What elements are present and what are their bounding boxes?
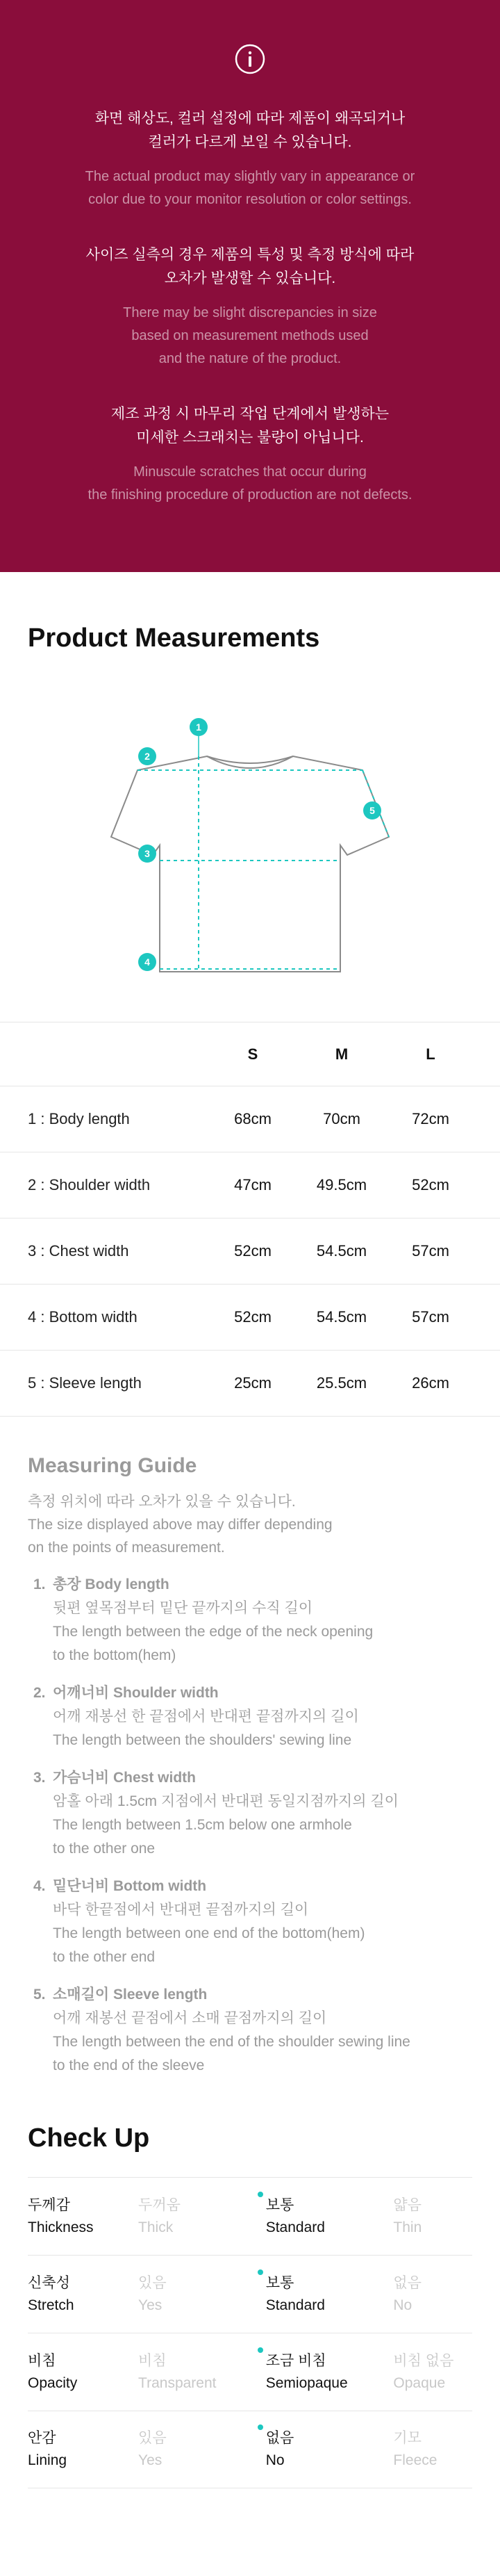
size-m-header: M xyxy=(335,1045,349,1063)
value-m: 25.5cm xyxy=(316,1374,367,1392)
marker-1 xyxy=(190,718,208,736)
option-ko: 없음 xyxy=(265,2430,294,2446)
value-l: 72cm xyxy=(412,1110,449,1127)
row-label-ko: 비침 xyxy=(28,2352,56,2369)
notice-banner xyxy=(0,0,500,572)
guide-head: 밑단너비 Bottom width xyxy=(53,1878,207,1894)
notice-ko: 제조 과정 시 마무리 작업 단계에서 발생하는 미세한 스크래치는 불량이 아닙니다. xyxy=(110,406,390,446)
guide-num: 2. xyxy=(33,1685,46,1701)
guide-en: The length between 1.5cm below one armhole to the other one xyxy=(53,1817,352,1857)
option-ko: 비침 xyxy=(138,2352,167,2369)
row-label-en: Stretch xyxy=(28,2297,74,2313)
selected-dot-icon xyxy=(258,2192,263,2197)
guide-num: 5. xyxy=(33,1987,46,2003)
option xyxy=(393,2350,472,2395)
marker-2 xyxy=(138,747,156,765)
option-en: No xyxy=(265,2452,285,2468)
table-row xyxy=(0,1351,500,1417)
option-en: Thick xyxy=(138,2219,174,2235)
table-row xyxy=(0,1218,500,1285)
guide-list xyxy=(0,1573,500,2078)
guide-en: The length between the shoulders' sewing line xyxy=(53,1732,352,1748)
row-label-ko: 두께감 xyxy=(28,2196,70,2213)
row-label-en: Lining xyxy=(28,2452,67,2468)
svg-text:3: 3 xyxy=(144,848,150,859)
tshirt-diagram xyxy=(0,681,500,1008)
table-row xyxy=(0,1285,500,1351)
option-ko: 보통 xyxy=(265,2196,294,2213)
notice-en: The actual product may slightly vary in appearance or color due to your monitor resolution or color settings. xyxy=(85,169,415,207)
option-en: Yes xyxy=(138,2452,162,2468)
guide-head: 총장 Body length xyxy=(53,1576,169,1592)
guide-en: The length between one end of the bottom(hem) to the other end xyxy=(53,1925,365,1965)
checkup-row-stretch xyxy=(28,2255,472,2333)
value-s: 52cm xyxy=(234,1242,272,1260)
option-ko: 두꺼움 xyxy=(138,2196,181,2213)
option-ko: 없음 xyxy=(393,2274,422,2291)
option-ko: 기모 xyxy=(393,2430,422,2446)
list-item xyxy=(33,1875,479,1969)
option-ko: 조금 비침 xyxy=(265,2352,326,2369)
checkup-row-lining xyxy=(28,2411,472,2488)
marker-5 xyxy=(363,801,381,820)
value-l: 52cm xyxy=(412,1176,449,1193)
guide-head: 가슴너비 Chest width xyxy=(53,1770,196,1786)
selected-dot-icon xyxy=(258,2269,263,2275)
option-selected xyxy=(266,2272,394,2317)
notice-en: There may be slight discrepancies in size based on measurement methods used and the nature of the product. xyxy=(123,305,377,366)
notice-block-resolution xyxy=(0,107,500,211)
row-label: 4 : Bottom width xyxy=(28,1308,138,1326)
row-label: 5 : Sleeve length xyxy=(28,1374,142,1392)
row-label: 2 : Shoulder width xyxy=(28,1176,151,1193)
value-l: 57cm xyxy=(412,1308,449,1326)
guide-num: 1. xyxy=(33,1576,46,1592)
row-label-en: Thickness xyxy=(28,2219,94,2235)
notice-block-size xyxy=(0,243,500,370)
marker-3 xyxy=(138,845,156,863)
guide-en: The length between the end of the shoulder sewing line to the end of the sleeve xyxy=(53,2034,410,2073)
svg-text:5: 5 xyxy=(369,805,375,816)
value-m: 49.5cm xyxy=(316,1176,367,1193)
option-ko: 얇음 xyxy=(393,2196,422,2213)
guide-head: 소매길이 Sleeve length xyxy=(53,1987,208,2003)
table-row xyxy=(0,1152,500,1218)
option xyxy=(393,2272,472,2317)
size-s-header: S xyxy=(247,1045,258,1063)
size-table xyxy=(0,1022,500,1417)
list-item xyxy=(33,1983,479,2078)
guide-en: The length between the edge of the neck opening to the bottom(hem) xyxy=(53,1624,374,1663)
guide-ko: 뒷편 옆목점부터 밑단 끝까지의 수직 길이 xyxy=(53,1600,313,1616)
size-table-header xyxy=(0,1022,500,1086)
option-selected xyxy=(266,2194,394,2239)
measurements-title: Product Measurements xyxy=(28,623,320,653)
option-en: Standard xyxy=(265,2297,325,2313)
checkup-table xyxy=(0,2177,500,2488)
row-label-ko: 안감 xyxy=(28,2430,56,2446)
option xyxy=(138,2194,266,2239)
option-selected xyxy=(266,2350,394,2395)
guide-ko: 어깨 재봉선 한 끝점에서 반대편 끝점까지의 길이 xyxy=(53,1709,359,1725)
notice-en: Minuscule scratches that occur during the finishing procedure of production are not defects. xyxy=(88,464,412,503)
guide-ko: 암홀 아래 1.5cm 지점에서 반대편 동일지점까지의 길이 xyxy=(53,1793,399,1809)
value-l: 26cm xyxy=(412,1374,449,1392)
list-item xyxy=(33,1681,479,1752)
option xyxy=(138,2272,266,2317)
option-ko: 비침 없음 xyxy=(393,2352,454,2369)
value-s: 47cm xyxy=(234,1176,272,1193)
notice-ko: 화면 해상도, 컬러 설정에 따라 제품이 왜곡되거나 컬러가 다르게 보일 수 있습니다. xyxy=(94,111,406,150)
option-selected xyxy=(266,2427,394,2472)
guide-num: 3. xyxy=(33,1770,46,1786)
guide-intro: 측정 위치에 따라 오차가 있을 수 있습니다. The size displayed above may differ depending on the points of measurement. xyxy=(28,1494,333,1556)
size-l-header: L xyxy=(426,1045,435,1063)
option-en: Opaque xyxy=(393,2374,446,2391)
selected-dot-icon xyxy=(258,2347,263,2353)
option xyxy=(393,2194,472,2239)
option-en: Standard xyxy=(265,2219,325,2235)
value-s: 52cm xyxy=(234,1308,272,1326)
marker-4 xyxy=(138,953,156,971)
value-l: 57cm xyxy=(412,1242,449,1260)
selected-dot-icon xyxy=(258,2424,263,2430)
option-ko: 있음 xyxy=(138,2274,167,2291)
row-label: 3 : Chest width xyxy=(28,1242,129,1260)
value-s: 68cm xyxy=(234,1110,272,1127)
value-m: 54.5cm xyxy=(316,1242,367,1260)
option-en: No xyxy=(393,2297,412,2313)
row-label-en: Opacity xyxy=(28,2374,78,2391)
option-en: Semiopaque xyxy=(265,2374,348,2391)
table-row xyxy=(0,1086,500,1152)
list-item xyxy=(33,1573,479,1668)
guide-head: 어깨너비 Shoulder width xyxy=(53,1685,219,1701)
option-ko: 있음 xyxy=(138,2430,167,2446)
row-label-ko: 신축성 xyxy=(28,2274,70,2291)
option-ko: 보통 xyxy=(265,2274,294,2291)
guide-ko: 어깨 재봉선 끝점에서 소매 끝점까지의 길이 xyxy=(53,2010,327,2026)
option xyxy=(138,2427,266,2472)
option xyxy=(393,2427,472,2472)
row-label: 1 : Body length xyxy=(28,1110,130,1127)
notice-ko: 사이즈 실측의 경우 제품의 특성 및 측정 방식에 따라 오차가 발생할 수 있습니다. xyxy=(85,247,415,286)
guide-num: 4. xyxy=(33,1878,46,1894)
svg-text:2: 2 xyxy=(144,751,150,762)
option xyxy=(138,2350,266,2395)
guide-ko: 바닥 한끝점에서 반대편 끝점까지의 길이 xyxy=(53,1902,309,1918)
option-en: Transparent xyxy=(138,2374,217,2391)
value-m: 70cm xyxy=(323,1110,360,1127)
checkup-row-thickness xyxy=(28,2177,472,2255)
list-item xyxy=(33,1766,479,1861)
value-m: 54.5cm xyxy=(316,1308,367,1326)
info-icon xyxy=(234,43,266,75)
value-s: 25cm xyxy=(234,1374,272,1392)
checkup-row-opacity xyxy=(28,2333,472,2411)
checkup-title: Check Up xyxy=(28,2123,150,2153)
guide-title: Measuring Guide xyxy=(28,1454,197,1477)
option-en: Thin xyxy=(393,2219,422,2235)
svg-text:1: 1 xyxy=(196,722,201,733)
svg-text:4: 4 xyxy=(144,956,150,968)
tshirt-outline xyxy=(111,756,389,972)
option-en: Yes xyxy=(138,2297,162,2313)
notice-block-scratches xyxy=(0,402,500,507)
option-en: Fleece xyxy=(393,2452,438,2468)
